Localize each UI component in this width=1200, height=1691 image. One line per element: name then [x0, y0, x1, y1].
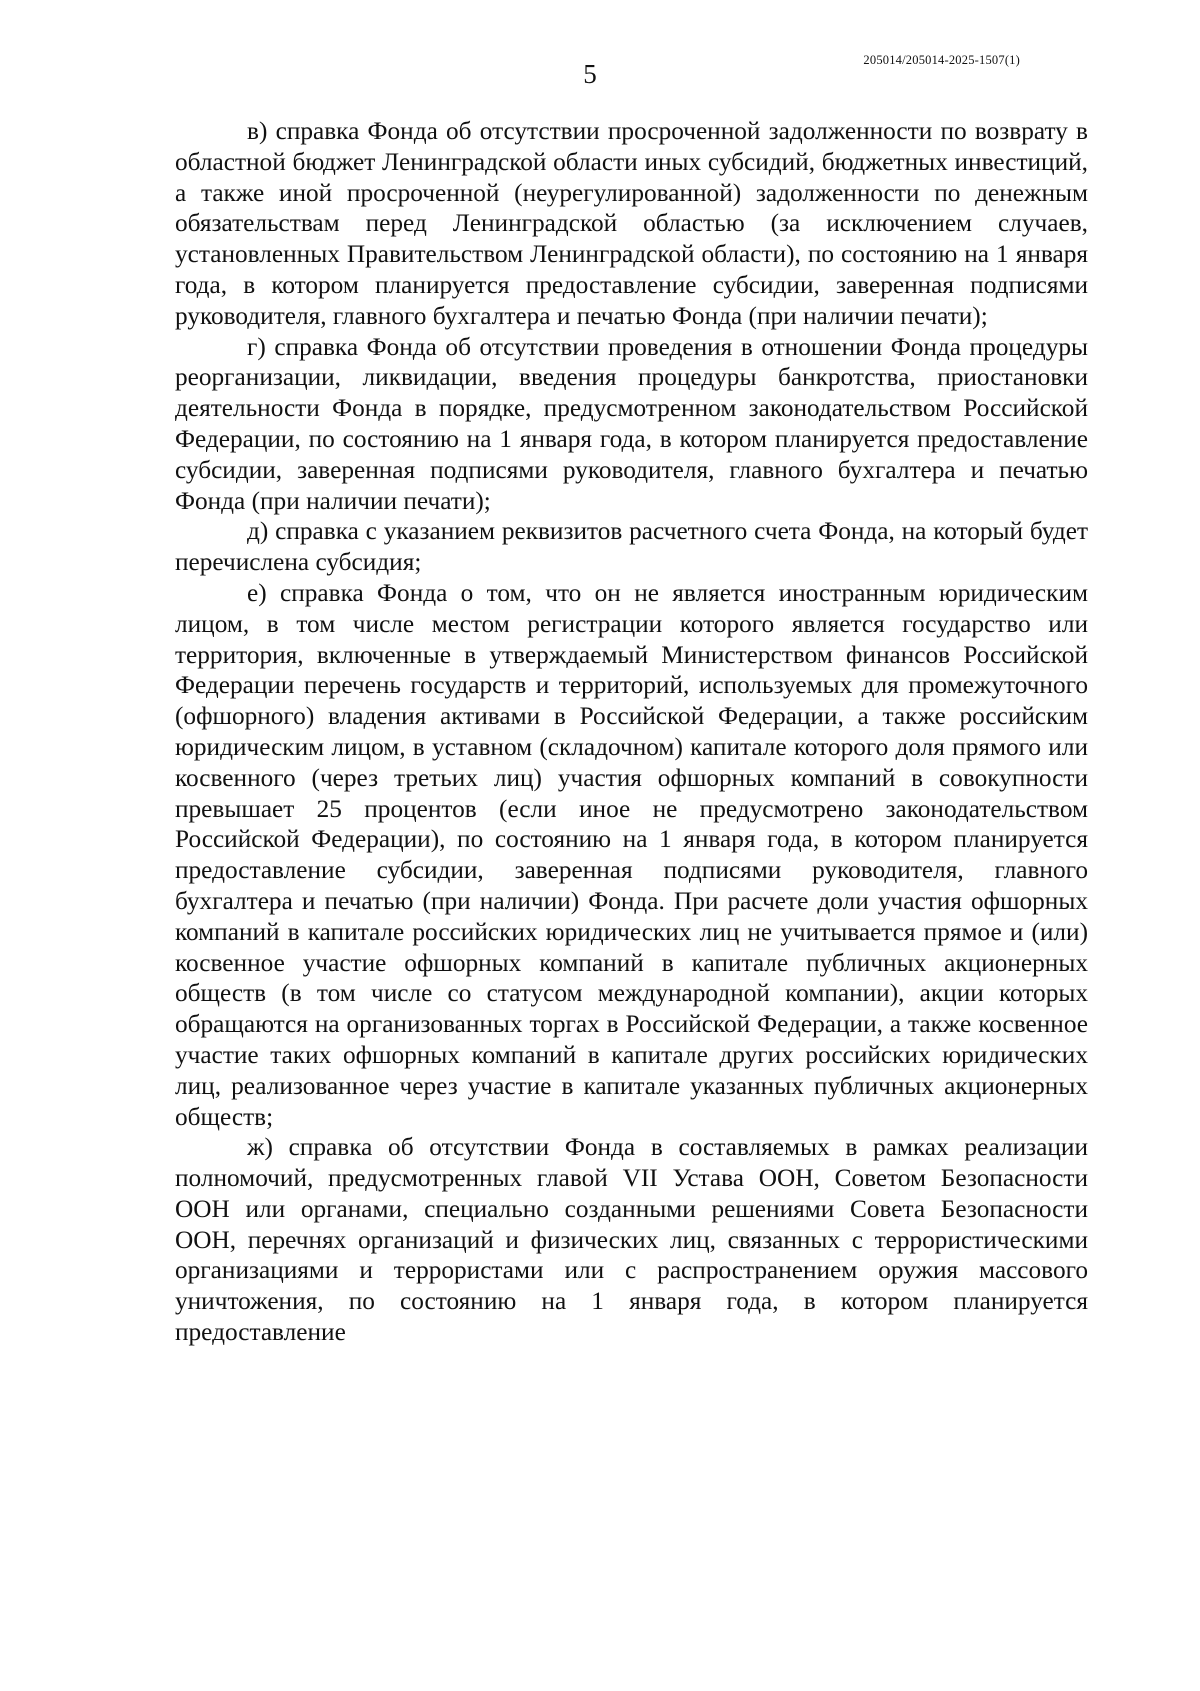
paragraph-v: в) справка Фонда об отсутствии просроченной задолженности по возврату в областной бюджет Ленинградской области иных субсидий, бюджетных инвестиций, а также иной просроченной (неурегулированной) задолженности по денежным обязательствам перед Ленинградской областью (за исключением случаев, установленных Правительством Ленинградской области), по состоянию на 1 января года, в котором планируется предоставление субсидии, заверенная подписями руководителя, главного бухгалтера и печатью Фонда (при наличии печати);	[175, 117, 1088, 330]
page-number: 5	[583, 59, 597, 89]
paragraph-d: д) справка с указанием реквизитов расчетного счета Фонда, на который будет перечислена субсидия;	[175, 517, 1088, 577]
document-body	[175, 116, 1088, 1348]
paragraph-e: е) справка Фонда о том, что он не является иностранным юридическим лицом, в том числе местом регистрации которого является государство или территория, включенные в утверждаемый Министерством финансов Российской Федерации перечень государств и территорий, используемых для промежуточного (офшорного) владения активами в Российской Федерации, а также российским юридическим лицом, в уставном (складочном) капитале которого доля прямого или косвенного (через третьих лиц) участия офшорных компаний в совокупности превышает 25 процентов (если иное не предусмотрено законодательством Российской Федерации), по состоянию на 1 января года, в котором планируется предоставление субсидии, заверенная подписями руководителя, главного бухгалтера и печатью (при наличии) Фонда. При расчете доли участия офшорных компаний в капитале российских юридических лиц не учитывается прямое и (или) косвенное участие офшорных компаний в капитале публичных акционерных обществ (в том числе со статусом международной компании), акции которых обращаются на организованных торгах в Российской Федерации, а также косвенное участие таких офшорных компаний в капитале других российских юридических лиц, реализованное через участие в капитале указанных публичных акционерных обществ;	[175, 578, 1088, 1131]
paragraph-g: г) справка Фонда об отсутствии проведения в отношении Фонда процедуры реорганизации, ликвидации, введения процедуры банкротства, приостановки деятельности Фонда в порядке, предусмотренном законодательством Российской Федерации, по состоянию на 1 января года, в котором планируется предоставление субсидии, заверенная подписями руководителя, главного бухгалтера и печатью Фонда (при наличии печати);	[175, 332, 1088, 515]
paragraph-zh: ж) справка об отсутствии Фонда в составляемых в рамках реализации полномочий, предусмотренных главой VII Устава ООН, Советом Безопасности ООН или органами, специально созданными решениями Совета Безопасности ООН, перечнях организаций и физических лиц, связанных с террористическими организациями и террористами или с распространением оружия массового уничтожения, по состоянию на 1 января года, в котором планируется предоставление	[175, 1133, 1088, 1347]
document-code: 205014/205014-2025-1507(1)	[863, 53, 1020, 67]
